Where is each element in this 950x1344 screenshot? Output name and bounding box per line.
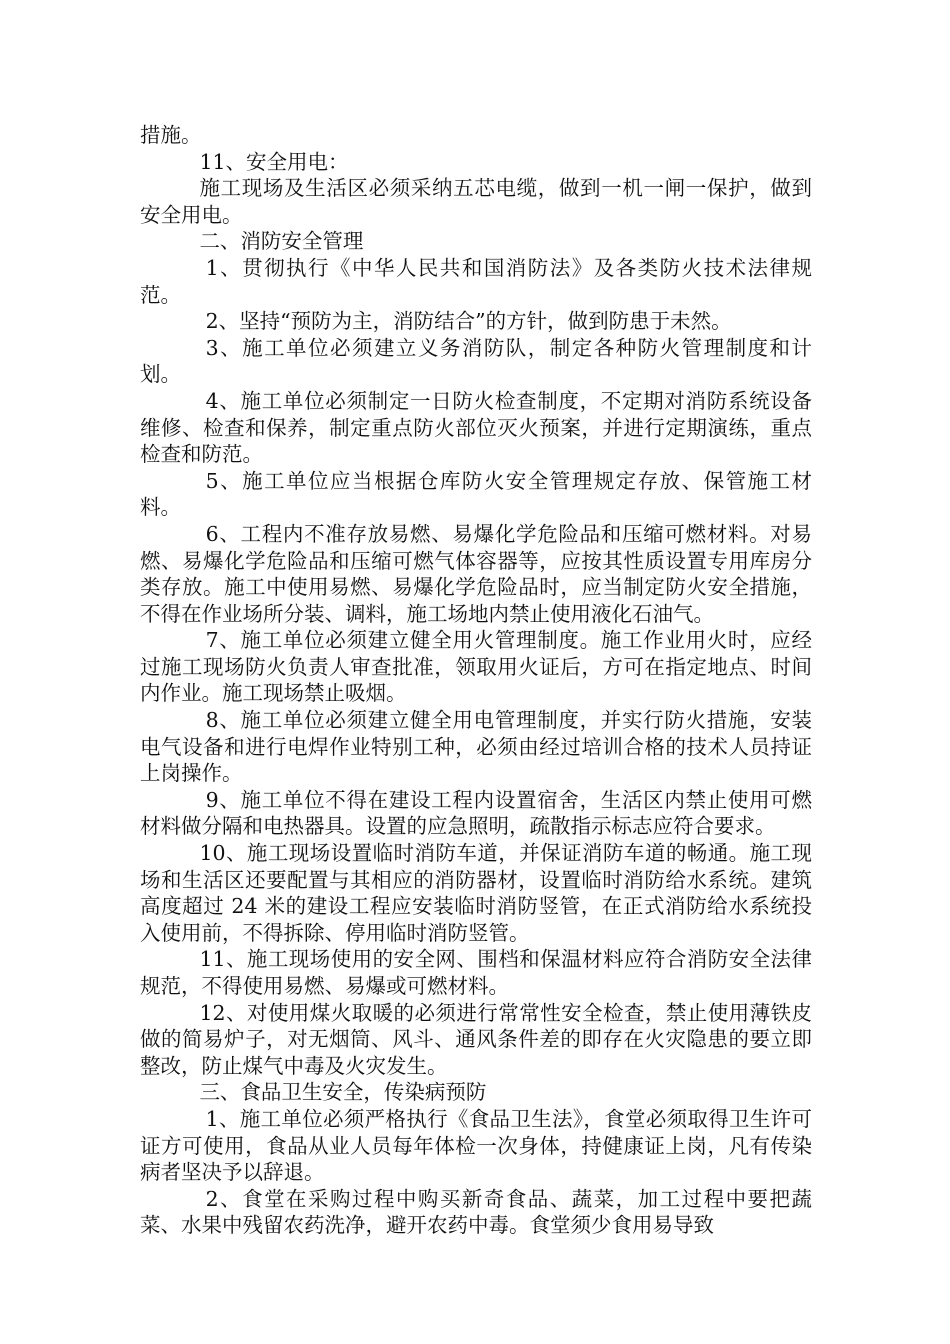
paragraph-8: 5、施工单位应当根据仓库防火安全管理规定存放、保管施工材料。 <box>140 468 812 520</box>
paragraph-7: 4、施工单位必须制定一日防火检查制度，不定期对消防系统设备维修、检查和保养，制定重点防火部位灭火预案，并进行定期演练，重点检查和防范。 <box>140 388 812 467</box>
paragraph-14: 11、施工现场使用的安全网、围档和保温材料应符合消防安全法律规范，不得使用易燃、易爆或可燃材料。 <box>140 947 812 998</box>
paragraph-1: 11、安全用电： <box>199 149 349 174</box>
paragraph-17: 1、施工单位必须严格执行《食品卫生法》，食堂必须取得卫生许可证方可使用，食品从业人员每年体检一次身体，持健康证上岗，凡有传染病者坚决予以辞退。 <box>140 1106 812 1185</box>
paragraph-6: 3、施工单位必须建立义务消防队，制定各种防火管理制度和计划。 <box>140 335 812 387</box>
paragraph-0: 措施。 <box>140 123 202 147</box>
paragraph-10: 7、施工单位必须建立健全用火管理制度。施工作业用火时，应经过施工现场防火负责人审查批准，领取用火证后，方可在指定地点、时间内作业。施工现场禁止吸烟。 <box>140 628 812 706</box>
paragraph-5: 2、坚持“预防为主，消防结合”的方针，做到防患于未然。 <box>205 309 732 334</box>
paragraph-15: 12、对使用煤火取暖的必须进行常常性安全检查，禁止使用薄铁皮做的简易炉子，对无烟筒、风斗、通风条件差的即存在火灾隐患的要立即整改，防止煤气中毒及火灾发生。 <box>140 1000 812 1078</box>
section-heading-fire-safety: 二、消防安全管理 <box>199 229 364 254</box>
paragraph-11: 8、施工单位必须建立健全用电管理制度，并实行防火措施，安装电气设备和进行电焊作业特别工种，必须由经过培训合格的技术人员持证上岗操作。 <box>140 708 812 786</box>
paragraph-18: 2、食堂在采购过程中购买新奇食品、蔬菜，加工过程中要把蔬菜、水果中残留农药洗净，避开农药中毒。食堂须少食用易导致 <box>140 1186 812 1238</box>
document-page <box>140 122 812 1239</box>
paragraph-9: 6、工程内不准存放易燃、易爆化学危险品和压缩可燃材料。对易燃、易爆化学危险品和压缩可燃气体容器等，应按其性质设置专用库房分类存放。施工中使用易燃、易爆化学危险品时，应当制定防火安全措施，不得在作业场所分装、调料，施工场地内禁止使用液化石油气。 <box>140 521 812 626</box>
paragraph-2: 施工现场及生活区必须采纳五芯电缆，做到一机一闸一保护，做到安全用电。 <box>140 176 812 227</box>
paragraph-13: 10、施工现场设置临时消防车道，并保证消防车道的畅通。施工现场和生活区还要配置与其相应的消防器材，设置临时消防给水系统。建筑高度超过 24 米的建设工程应安装临时消防竖管，在正式消防给水系统投入使用前，不得拆除、停用临时消防竖管。 <box>140 841 812 945</box>
paragraph-4: 1、贯彻执行《中华人民共和国消防法》及各类防火技术法律规范。 <box>140 255 812 307</box>
paragraph-12: 9、施工单位不得在建设工程内设置宿舍，生活区内禁止使用可燃材料做分隔和电热器具。设置的应急照明，疏散指示标志应符合要求。 <box>140 787 812 839</box>
section-heading-food-safety: 三、食品卫生安全，传染病预防 <box>199 1080 487 1105</box>
